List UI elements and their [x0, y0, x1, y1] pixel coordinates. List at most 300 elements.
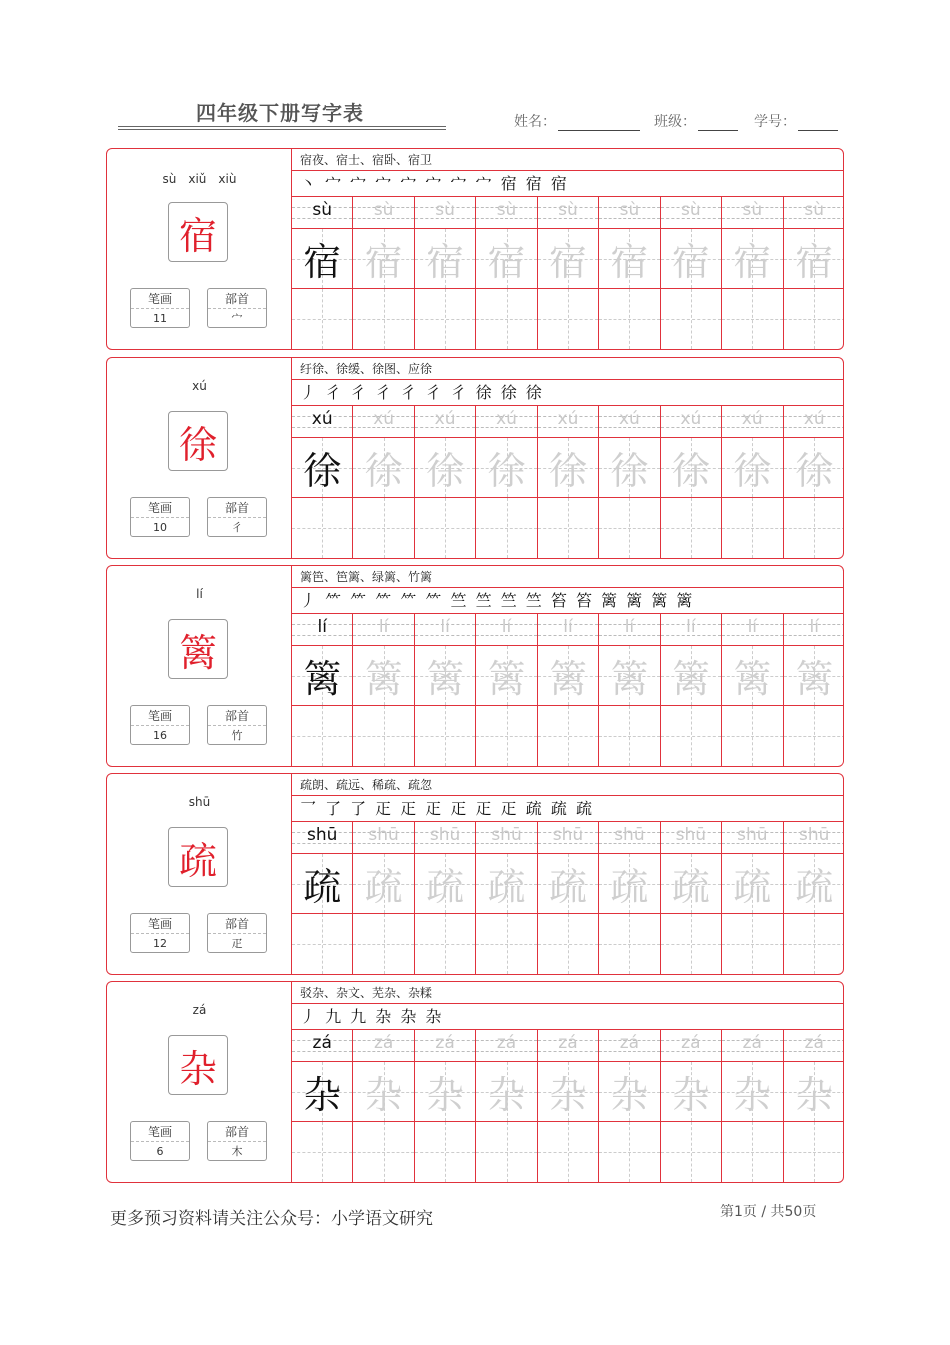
- character-trace: 疏: [426, 865, 465, 909]
- character-trace: 徐: [303, 449, 342, 493]
- class-label: 班级：: [654, 114, 696, 130]
- character-display: 宿: [168, 202, 228, 262]
- blank-practice-cell[interactable]: [292, 706, 353, 766]
- blank-practice-cell[interactable]: [292, 914, 353, 974]
- pinyin-trace: shū: [368, 825, 399, 845]
- pinyin-trace: sù: [558, 200, 578, 220]
- character-practice-cell[interactable]: [538, 646, 599, 706]
- pinyin-practice-cell[interactable]: [476, 822, 537, 854]
- pinyin-practice-cell[interactable]: [415, 822, 476, 854]
- pinyin-trace: xú: [434, 409, 456, 429]
- blank-practice-cell[interactable]: [599, 914, 660, 974]
- character-info-panel: [107, 982, 292, 1182]
- character-trace: 宿: [795, 240, 834, 284]
- blank-practice-cell[interactable]: [476, 1122, 537, 1182]
- pinyin-practice-cell[interactable]: [415, 614, 476, 646]
- pinyin-practice-cell[interactable]: [353, 614, 414, 646]
- stroke-count-value: 6: [156, 1145, 164, 1158]
- number-field[interactable]: [754, 111, 838, 131]
- pinyin-practice-cell[interactable]: [353, 822, 414, 854]
- character-trace: 宿: [671, 240, 710, 284]
- class-blank[interactable]: [698, 114, 738, 131]
- character-trace: 疏: [610, 865, 649, 909]
- blank-practice-cell[interactable]: [415, 289, 476, 349]
- stroke-count-box: [130, 705, 190, 745]
- pinyin-practice-cell[interactable]: [476, 197, 537, 229]
- blank-practice-cell[interactable]: [722, 914, 783, 974]
- radical-value: 宀: [231, 312, 243, 325]
- pinyin-readings: xú: [192, 379, 207, 393]
- blank-practice-cell[interactable]: [784, 498, 844, 558]
- radical-box: [207, 913, 267, 953]
- pinyin-practice-cell[interactable]: [599, 1030, 660, 1062]
- character-practice-cell[interactable]: [722, 438, 783, 498]
- blank-practice-cell[interactable]: [476, 289, 537, 349]
- blank-practice-cell[interactable]: [415, 1122, 476, 1182]
- practice-grid: [292, 406, 844, 558]
- blank-practice-cell[interactable]: [538, 706, 599, 766]
- blank-practice-cell[interactable]: [538, 914, 599, 974]
- pinyin-trace: sù: [496, 200, 517, 220]
- character-card: [106, 357, 844, 559]
- character-practice-cell[interactable]: [415, 438, 476, 498]
- pinyin-trace: sù: [742, 200, 763, 220]
- character-practice-cell[interactable]: [661, 646, 722, 706]
- name-blank[interactable]: [558, 114, 640, 131]
- stroke-count-value: 12: [153, 937, 167, 950]
- character-trace: 宿: [426, 240, 465, 284]
- stroke-count-label: 笔画: [131, 706, 189, 726]
- character-trace: 杂: [733, 1073, 772, 1117]
- blank-practice-cell[interactable]: [538, 498, 599, 558]
- pinyin-trace: zá: [373, 1033, 394, 1053]
- character-practice-cell[interactable]: [661, 229, 722, 289]
- character-practice-cell[interactable]: [784, 646, 844, 706]
- pinyin-trace: xú: [373, 409, 395, 429]
- pinyin-practice-cell[interactable]: [599, 197, 660, 229]
- radical-box: [207, 288, 267, 328]
- character-practice-cell[interactable]: [538, 854, 599, 914]
- radical-label: 部首: [208, 289, 266, 309]
- pinyin-trace: shū: [614, 825, 645, 845]
- pinyin-trace: lí: [686, 617, 696, 637]
- pinyin-practice-cell[interactable]: [661, 197, 722, 229]
- radical-value: 木: [231, 1145, 243, 1158]
- pinyin-trace: xú: [618, 409, 640, 429]
- character-trace: 徐: [671, 449, 710, 493]
- practice-grid: [292, 197, 844, 349]
- character-practice-cell[interactable]: [599, 229, 660, 289]
- character-trace: 篱: [795, 657, 834, 701]
- character-practice-cell[interactable]: [784, 1062, 844, 1122]
- pinyin-readings: lí: [196, 587, 203, 601]
- character-trace: 杂: [548, 1073, 587, 1117]
- character-trace: 徐: [610, 449, 649, 493]
- stroke-count-value: 11: [153, 312, 167, 325]
- footer-note: 更多预习资料请关注公众号：小学语文研究: [110, 1209, 433, 1229]
- character-trace: 疏: [364, 865, 403, 909]
- character-info-panel: [107, 566, 292, 766]
- pinyin-practice-cell[interactable]: [415, 406, 476, 438]
- stroke-count-label: 笔画: [131, 1122, 189, 1142]
- pinyin-trace: shū: [737, 825, 768, 845]
- blank-practice-cell[interactable]: [661, 498, 722, 558]
- pinyin-trace: zá: [681, 1033, 701, 1053]
- character-trace: 疏: [487, 865, 526, 909]
- blank-practice-cell[interactable]: [722, 289, 783, 349]
- number-blank[interactable]: [798, 114, 838, 131]
- character-practice-cell[interactable]: [476, 1062, 537, 1122]
- blank-practice-cell[interactable]: [538, 1122, 599, 1182]
- stroke-count-label: 笔画: [131, 289, 189, 309]
- pinyin-trace: xú: [496, 409, 517, 429]
- pinyin-trace: lí: [809, 617, 819, 637]
- pinyin-trace: shū: [491, 825, 522, 845]
- radical-box: [207, 1121, 267, 1161]
- pinyin-trace: xú: [557, 409, 579, 429]
- pinyin-trace: xú: [680, 409, 702, 429]
- blank-practice-cell[interactable]: [722, 498, 783, 558]
- pinyin-practice-cell[interactable]: [538, 406, 599, 438]
- character-practice-cell[interactable]: [599, 646, 660, 706]
- pinyin-practice-cell[interactable]: [353, 1030, 414, 1062]
- character-trace: 篱: [364, 657, 403, 701]
- character-info-panel: [107, 774, 292, 974]
- page-number: 第1页 / 共50页: [720, 1204, 817, 1220]
- pinyin-practice-cell[interactable]: [661, 822, 722, 854]
- pinyin-trace: zá: [804, 1033, 824, 1053]
- character-display: 疏: [168, 827, 228, 887]
- pinyin-trace: sù: [373, 200, 394, 220]
- pinyin-trace: lí: [747, 617, 758, 637]
- character-practice-cell[interactable]: [353, 1062, 414, 1122]
- character-trace: 杂: [487, 1073, 526, 1117]
- practice-grid: [292, 1030, 844, 1182]
- pinyin-practice-cell[interactable]: [784, 406, 844, 438]
- character-trace: 徐: [426, 449, 465, 493]
- character-display: 篱: [168, 619, 228, 679]
- character-info-panel: [107, 358, 292, 558]
- pinyin-trace: shū: [552, 825, 584, 845]
- pinyin-practice-cell[interactable]: [722, 406, 783, 438]
- blank-practice-cell[interactable]: [292, 289, 353, 349]
- title-underline: [118, 126, 446, 127]
- character-trace: 宿: [548, 240, 587, 284]
- pinyin-practice-cell[interactable]: [415, 1030, 476, 1062]
- blank-practice-cell[interactable]: [292, 1122, 353, 1182]
- character-practice-cell[interactable]: [661, 1062, 722, 1122]
- pinyin-practice-cell[interactable]: [722, 197, 783, 229]
- character-practice-cell[interactable]: [538, 438, 599, 498]
- radical-label: 部首: [208, 914, 266, 934]
- blank-practice-cell[interactable]: [353, 498, 414, 558]
- pinyin-trace: zá: [619, 1033, 640, 1053]
- radical-box: [207, 497, 267, 537]
- pinyin-trace: lí: [378, 617, 389, 637]
- character-practice-cell[interactable]: [722, 854, 783, 914]
- blank-practice-cell[interactable]: [353, 1122, 414, 1182]
- pinyin-practice-cell[interactable]: [353, 197, 414, 229]
- pinyin-trace: xú: [311, 409, 333, 429]
- blank-practice-cell[interactable]: [784, 289, 844, 349]
- character-practice-cell[interactable]: [599, 438, 660, 498]
- pinyin-practice-cell[interactable]: [476, 1030, 537, 1062]
- character-practice-cell[interactable]: [476, 854, 537, 914]
- pinyin-practice-cell[interactable]: [661, 1030, 722, 1062]
- character-practice-cell[interactable]: [292, 229, 353, 289]
- character-practice-cell[interactable]: [722, 646, 783, 706]
- character-trace: 徐: [548, 449, 587, 493]
- stroke-count-box: [130, 497, 190, 537]
- class-field[interactable]: [654, 111, 738, 131]
- pinyin-practice-cell[interactable]: [538, 1030, 599, 1062]
- character-trace: 杂: [426, 1073, 465, 1117]
- pinyin-trace: sù: [312, 200, 333, 220]
- blank-practice-cell[interactable]: [476, 914, 537, 974]
- character-practice-cell[interactable]: [292, 854, 353, 914]
- radical-label: 部首: [208, 1122, 266, 1142]
- blank-practice-cell[interactable]: [476, 498, 537, 558]
- pinyin-practice-cell[interactable]: [784, 197, 844, 229]
- pinyin-trace: sù: [619, 200, 640, 220]
- blank-practice-cell[interactable]: [722, 706, 783, 766]
- pinyin-practice-cell[interactable]: [722, 822, 783, 854]
- stroke-order: 乛 了 了 𤴓 𤴓 𤴓 𤴓 𤴓 𤴓 疏 疏 疏: [292, 796, 844, 822]
- character-practice-cell[interactable]: [661, 438, 722, 498]
- pinyin-trace: xú: [741, 409, 763, 429]
- pinyin-trace: lí: [440, 617, 450, 637]
- character-trace: 杂: [610, 1073, 649, 1117]
- character-practice-cell[interactable]: [784, 229, 844, 289]
- character-practice-cell[interactable]: [353, 646, 414, 706]
- character-display: 徐: [168, 411, 228, 471]
- pinyin-readings: shū: [188, 795, 211, 809]
- character-practice-cell[interactable]: [415, 229, 476, 289]
- character-trace: 疏: [548, 865, 587, 909]
- character-trace: 宿: [303, 240, 342, 284]
- blank-practice-cell[interactable]: [353, 914, 414, 974]
- pinyin-trace: shū: [799, 825, 830, 845]
- pinyin-readings: sù xiǔ xiù: [162, 172, 237, 186]
- character-trace: 徐: [733, 449, 772, 493]
- character-trace: 宿: [610, 240, 649, 284]
- radical-box: [207, 705, 267, 745]
- pinyin-trace: shū: [306, 825, 338, 845]
- pinyin-practice-cell[interactable]: [661, 406, 722, 438]
- character-trace: 篱: [487, 657, 526, 701]
- character-practice-cell[interactable]: [476, 646, 537, 706]
- example-words: 宿夜、宿士、宿卧、宿卫: [292, 149, 844, 171]
- pinyin-practice-cell[interactable]: [353, 406, 414, 438]
- stroke-order: 丶 宀 宀 宀 宀 宀 宀 宀 宿 宿 宿: [292, 171, 844, 197]
- character-trace: 杂: [795, 1073, 834, 1117]
- number-label: 学号：: [754, 114, 796, 130]
- blank-practice-cell[interactable]: [784, 1122, 844, 1182]
- example-words: 篱笆、笆篱、绿篱、竹篱: [292, 566, 844, 588]
- character-practice-cell[interactable]: [415, 646, 476, 706]
- character-trace: 篱: [426, 657, 465, 701]
- blank-practice-cell[interactable]: [415, 706, 476, 766]
- pinyin-practice-cell[interactable]: [292, 822, 353, 854]
- blank-practice-cell[interactable]: [415, 498, 476, 558]
- character-card: [106, 773, 844, 975]
- character-card: [106, 981, 844, 1183]
- character-practice-cell[interactable]: [599, 1062, 660, 1122]
- stroke-order: 丿 彳 彳 彳 彳 彳 彳 徐 徐 徐: [292, 380, 844, 406]
- stroke-count-box: [130, 1121, 190, 1161]
- blank-practice-cell[interactable]: [476, 706, 537, 766]
- pinyin-practice-cell[interactable]: [784, 1030, 844, 1062]
- blank-practice-cell[interactable]: [599, 1122, 660, 1182]
- character-practice-cell[interactable]: [292, 438, 353, 498]
- character-practice-cell[interactable]: [353, 854, 414, 914]
- character-card: [106, 148, 844, 350]
- pinyin-practice-cell[interactable]: [599, 822, 660, 854]
- character-trace: 宿: [487, 240, 526, 284]
- pinyin-trace: lí: [501, 617, 512, 637]
- character-trace: 篱: [671, 657, 710, 701]
- pinyin-practice-cell[interactable]: [292, 406, 353, 438]
- pinyin-trace: lí: [317, 617, 327, 637]
- practice-grid: [292, 614, 844, 766]
- pinyin-practice-cell[interactable]: [292, 614, 353, 646]
- character-practice-cell[interactable]: [538, 229, 599, 289]
- character-trace: 篱: [303, 657, 342, 701]
- name-field[interactable]: [514, 111, 640, 131]
- pinyin-practice-cell[interactable]: [661, 614, 722, 646]
- blank-practice-cell[interactable]: [538, 289, 599, 349]
- title-underline-2: [118, 129, 446, 130]
- character-trace: 徐: [487, 449, 526, 493]
- character-trace: 宿: [364, 240, 403, 284]
- character-practice-cell[interactable]: [353, 438, 414, 498]
- example-words: 驳杂、杂文、芜杂、杂糅: [292, 982, 844, 1004]
- character-trace: 篱: [610, 657, 649, 701]
- name-label: 姓名：: [514, 114, 556, 130]
- blank-practice-cell[interactable]: [784, 914, 844, 974]
- character-trace: 宿: [733, 240, 772, 284]
- stroke-count-label: 笔画: [131, 914, 189, 934]
- stroke-count-box: [130, 913, 190, 953]
- character-trace: 杂: [364, 1073, 403, 1117]
- stroke-count-label: 笔画: [131, 498, 189, 518]
- character-practice-cell[interactable]: [292, 646, 353, 706]
- radical-label: 部首: [208, 706, 266, 726]
- blank-practice-cell[interactable]: [599, 498, 660, 558]
- pinyin-trace: zá: [435, 1033, 455, 1053]
- example-words: 疏朗、疏远、稀疏、疏忽: [292, 774, 844, 796]
- character-practice-cell[interactable]: [415, 1062, 476, 1122]
- pinyin-trace: shū: [675, 825, 707, 845]
- character-trace: 徐: [364, 449, 403, 493]
- blank-practice-cell[interactable]: [353, 289, 414, 349]
- pinyin-practice-cell[interactable]: [476, 614, 537, 646]
- character-trace: 篱: [733, 657, 772, 701]
- character-trace: 疏: [733, 865, 772, 909]
- character-display: 杂: [168, 1035, 228, 1095]
- character-practice-cell[interactable]: [722, 229, 783, 289]
- stroke-order: 丿 九 九 杂 杂 杂: [292, 1004, 844, 1030]
- blank-practice-cell[interactable]: [292, 498, 353, 558]
- pinyin-trace: zá: [742, 1033, 762, 1053]
- character-practice-cell[interactable]: [476, 229, 537, 289]
- blank-practice-cell[interactable]: [661, 914, 722, 974]
- radical-value: 彳: [231, 521, 243, 534]
- pinyin-practice-cell[interactable]: [476, 406, 537, 438]
- character-practice-cell[interactable]: [784, 854, 844, 914]
- character-trace: 徐: [795, 449, 834, 493]
- blank-practice-cell[interactable]: [599, 706, 660, 766]
- pinyin-practice-cell[interactable]: [722, 614, 783, 646]
- stroke-count-box: [130, 288, 190, 328]
- character-trace: 杂: [303, 1073, 342, 1117]
- blank-practice-cell[interactable]: [661, 289, 722, 349]
- stroke-count-value: 16: [153, 729, 167, 742]
- pinyin-trace: zá: [312, 1033, 332, 1053]
- pinyin-practice-cell[interactable]: [599, 406, 660, 438]
- blank-practice-cell[interactable]: [661, 706, 722, 766]
- pinyin-practice-cell[interactable]: [784, 822, 844, 854]
- pinyin-trace: sù: [435, 200, 455, 220]
- character-practice-cell[interactable]: [599, 854, 660, 914]
- character-practice-cell[interactable]: [353, 229, 414, 289]
- pinyin-practice-cell[interactable]: [784, 614, 844, 646]
- character-trace: 杂: [671, 1073, 710, 1117]
- character-trace: 疏: [795, 865, 834, 909]
- pinyin-trace: zá: [496, 1033, 517, 1053]
- pinyin-practice-cell[interactable]: [538, 614, 599, 646]
- pinyin-trace: sù: [681, 200, 701, 220]
- blank-practice-cell[interactable]: [722, 1122, 783, 1182]
- blank-practice-cell[interactable]: [661, 1122, 722, 1182]
- pinyin-practice-cell[interactable]: [722, 1030, 783, 1062]
- character-trace: 篱: [548, 657, 587, 701]
- character-card: [106, 565, 844, 767]
- radical-value: 疋: [231, 937, 243, 950]
- blank-practice-cell[interactable]: [784, 706, 844, 766]
- character-practice-cell[interactable]: [661, 854, 722, 914]
- stroke-count-value: 10: [153, 521, 167, 534]
- character-practice-cell[interactable]: [722, 1062, 783, 1122]
- character-practice-cell[interactable]: [476, 438, 537, 498]
- pinyin-practice-cell[interactable]: [415, 197, 476, 229]
- example-words: 纡徐、徐缓、徐图、应徐: [292, 358, 844, 380]
- pinyin-trace: lí: [624, 617, 635, 637]
- pinyin-trace: zá: [558, 1033, 578, 1053]
- stroke-order: 丿 ⺮ ⺮ ⺮ ⺮ ⺮ 竺 竺 竺 竺 笞 笞 篱 篱 篱 篱: [292, 588, 844, 614]
- page-title: 四年级下册写字表: [196, 101, 364, 125]
- pinyin-practice-cell[interactable]: [292, 197, 353, 229]
- character-info-panel: [107, 149, 292, 349]
- pinyin-practice-cell[interactable]: [538, 197, 599, 229]
- character-practice-cell[interactable]: [538, 1062, 599, 1122]
- pinyin-practice-cell[interactable]: [538, 822, 599, 854]
- pinyin-trace: shū: [429, 825, 461, 845]
- blank-practice-cell[interactable]: [415, 914, 476, 974]
- character-practice-cell[interactable]: [292, 1062, 353, 1122]
- radical-value: 竹: [231, 729, 243, 742]
- blank-practice-cell[interactable]: [353, 706, 414, 766]
- radical-label: 部首: [208, 498, 266, 518]
- character-practice-cell[interactable]: [415, 854, 476, 914]
- blank-practice-cell[interactable]: [599, 289, 660, 349]
- character-trace: 疏: [671, 865, 710, 909]
- pinyin-practice-cell[interactable]: [599, 614, 660, 646]
- character-trace: 疏: [303, 865, 342, 909]
- pinyin-practice-cell[interactable]: [292, 1030, 353, 1062]
- practice-grid: [292, 822, 844, 974]
- character-practice-cell[interactable]: [784, 438, 844, 498]
